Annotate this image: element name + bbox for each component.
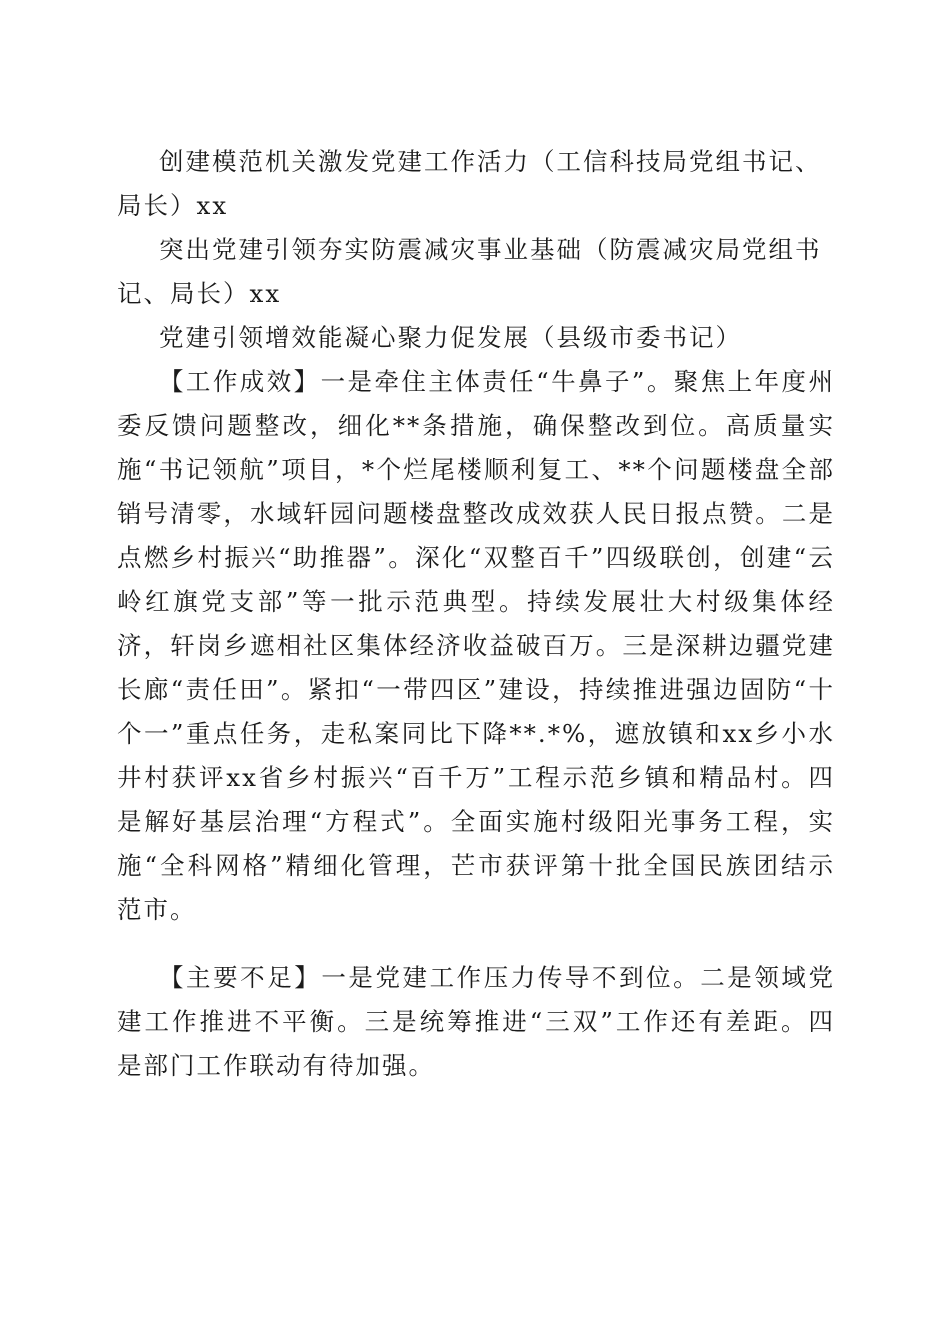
section-title-3: 党建引领增效能凝心聚力促发展（县级市委书记） [159, 323, 742, 352]
document-body [117, 140, 835, 1088]
achievements-paragraph: 【工作成效】一是牵住主体责任“牛鼻子”。聚焦上年度州委反馈问题整改，细化**条措施，确保整改到位。高质量实施“书记领航”项目，*个烂尾楼顺利复工、**个问题楼盘全部销号清零，水域轩园问题楼盘整改成效获人民日报点赞。二是点燃乡村振兴“助推器”。深化“双整百千”四级联创，创建“云岭红旗党支部”等一批示范典型。持续发展壮大村级集体经济，轩岗乡遮相社区集体经济收益破百万。三是深耕边疆党建长廊“责任田”。紧扣“一带四区”建设，持续推进强边固防“十个一”重点任务，走私案同比下降**.*%，遮放镇和xx乡小水井村获评xx省乡村振兴“百千万”工程示范乡镇和精品村。四是解好基层治理“方程式”。全面实施村级阳光事务工程，实施“全科网格”精细化管理，芒市获评第十批全国民族团结示范市。 [117, 367, 835, 924]
section-title-2: 突出党建引领夯实防震减灾事业基础（防震减灾局党组书记、局长）xx [117, 235, 822, 308]
shortcomings-paragraph: 【主要不足】一是党建工作压力传导不到位。二是领域党建工作推进不平衡。三是统筹推进“三双”工作还有差距。四是部门工作联动有待加强。 [117, 963, 835, 1080]
section-title-1: 创建模范机关激发党建工作活力（工信科技局党组书记、局长）xx [117, 147, 822, 220]
